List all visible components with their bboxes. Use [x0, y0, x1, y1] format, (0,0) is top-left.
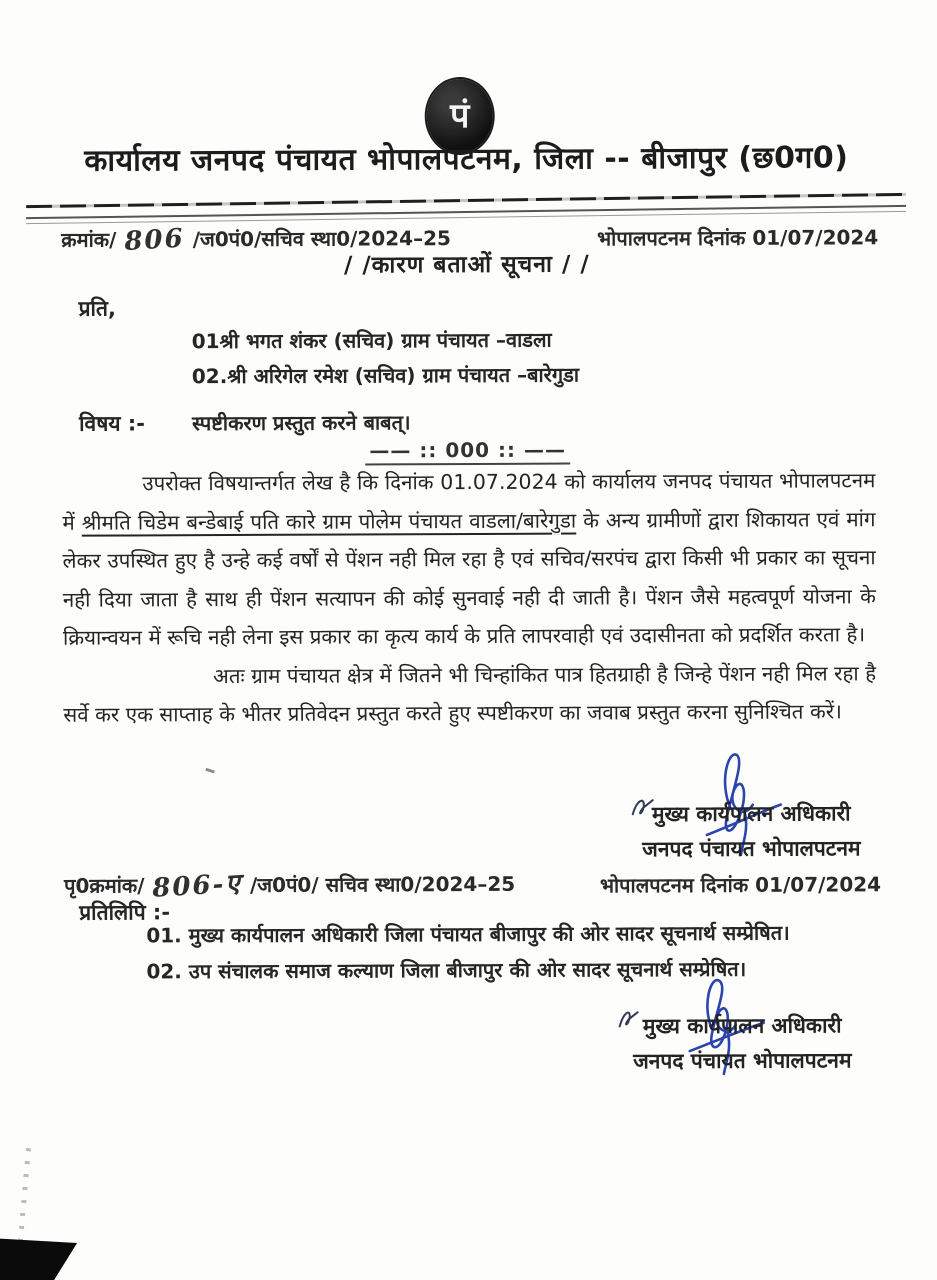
signatory-bottom — [610, 1008, 875, 1079]
addressee-2: 02.श्री अरिगेल रमेश (सचिव) ग्राम पंचायत –बारेगुडा — [191, 362, 580, 389]
endorsement-label: पृ0क्रमांक/ — [64, 873, 145, 898]
endorsement-place-date: भोपालपटनम दिनांक 01/07/2024 — [599, 872, 882, 898]
ref-suffix: /ज0पं0/सचिव स्था0/2024–25 — [192, 226, 451, 252]
endorsement-suffix: /ज0पं0/ सचिव स्था0/2024–25 — [249, 871, 516, 897]
para1-lead: उपरोक्त विषयान्तर्गत लेख है कि दिनांक 01.07.2024 को कार्यालय जनपद पंचायत भोपालपटनम में — [62, 468, 876, 535]
signatory-office-bottom: जनपद पंचायत भोपालपटनम — [633, 1048, 852, 1074]
para1-underlined-names: श्रीमति चिडेम बन्डेबाई पति कारे ग्राम पोलेम पंचायत वाडला/बारेगुडा — [81, 508, 577, 535]
ref-label: क्रमांक/ — [61, 227, 117, 252]
copy-to-label: प्रतिलिपि :- — [79, 900, 171, 925]
addressee-1: 01श्री भगत शंकर (सचिव) ग्राम पंचायत –वाडला — [191, 327, 552, 354]
subject-text: स्पष्टीकरण प्रस्तुत करने बाबत्। — [191, 410, 411, 436]
ref-number-handwritten: 806 — [123, 223, 186, 258]
signatory-office: जनपद पंचायत भोपालपटनम — [642, 836, 861, 862]
office-title: कार्यालय जनपद पंचायत भोपालपटनम, जिला -- बीजापुर (छ0ग0) — [84, 140, 849, 179]
notice-heading: / /कारण बताओं सूचना / / — [343, 251, 590, 279]
place-date: भोपालपटनम दिनांक 01/07/2024 — [597, 225, 879, 251]
stray-pen-mark — [205, 768, 214, 774]
divider-text: —— :: 000 :: —— — [365, 438, 570, 466]
subject-label: विषय :- — [79, 411, 145, 436]
copy-item-1: 01. मुख्य कार्यपालन अधिकारी जिला पंचायत बीजापुर की ओर सादर सूचनार्थ सम्प्रेषित। — [146, 920, 790, 948]
seal-glyph: पं — [449, 95, 470, 137]
para1-rest: के अन्य ग्रामीणों द्वारा शिकायत एवं मांग लेकर उपस्थित हुए है उन्हे कई वर्षों से पेंशन नही मिल रहा है एवं सचिव/सरपंच द्वारा किसी भी प्रकार का सूचना नही दिया जाता है साथ ही पेंशन सत्यापन की कोई सुनवाई नही दी जाती है। पेंशन जैसे महत्वपूर्ण योजना के क्रियान्वयन में रूचि नही लेना इस प्रकार का कृत्य कार्य के प्रति लापरवाही एवं उदासीनता को प्रदर्शित करता है। — [62, 506, 876, 650]
endorsement-number — [64, 863, 516, 904]
to-label: प्रति, — [78, 296, 116, 321]
endorsement-number-handwritten: 806-ए — [151, 868, 243, 904]
signatory-top — [619, 796, 884, 867]
copy-item-2: 02. उप संचालक समाज कल्याण जिला बीजापुर की ओर सादर सूचनार्थ सम्प्रेषित। — [146, 956, 747, 984]
body-paragraph-1 — [62, 461, 876, 657]
letter-body — [62, 461, 876, 734]
copy-list — [146, 920, 790, 995]
signatory-designation: मुख्य कार्यपालन अधिकारी — [651, 801, 851, 827]
signatory-designation-bottom: मुख्य कार्यपालन अधिकारी — [642, 1013, 842, 1039]
body-paragraph-2: अतः ग्राम पंचायत क्षेत्र में जितने भी चिन्हांकित पात्र हितग्राही है जिन्हे पेंशन नही मिल रहा है सर्वे कर एक साप्ताह के भीतर प्रतिवेदन प्रस्तुत करते हुए स्पष्टीकरण का जवाब प्रस्तुत करना सुनिश्चित करें। — [63, 660, 877, 727]
endorsement-row — [64, 861, 882, 904]
